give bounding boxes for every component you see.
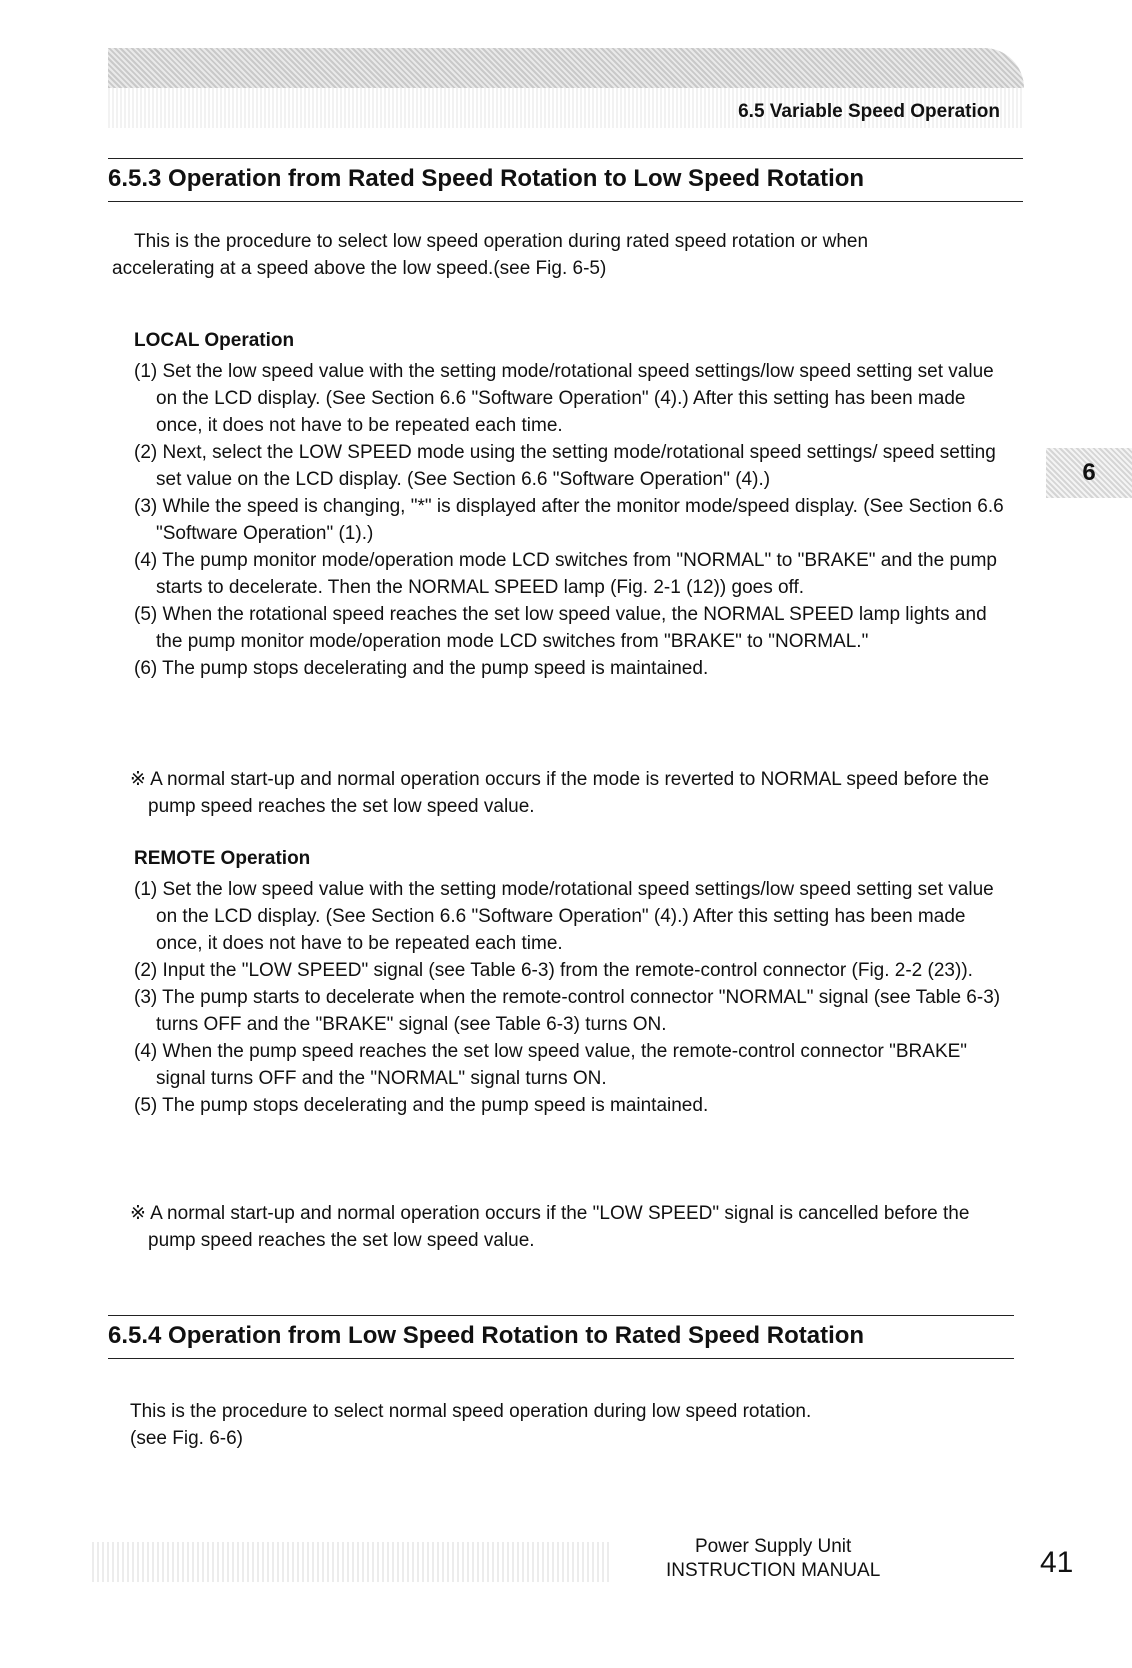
section-653-intro-line-2: accelerating at a speed above the low speed.(see Fig. 6-5)	[112, 258, 607, 279]
remote-operation-steps	[134, 876, 1004, 1119]
local-operation-steps	[134, 358, 1004, 682]
footer-line-1: Power Supply Unit	[695, 1536, 852, 1557]
section-654-intro-line-1: This is the procedure to select normal speed operation during low speed rotation.	[130, 1401, 812, 1422]
footer-manual-title	[666, 1535, 880, 1583]
remote-step-2: (2) Input the "LOW SPEED" signal (see Table 6-3) from the remote-control connector (Fig. 2-2 (23)).	[134, 960, 973, 981]
remote-operation-note: ※ A normal start-up and normal operation occurs if the "LOW SPEED" signal is cancelled before the pump speed reaches the set low speed value.	[130, 1203, 970, 1251]
remote-step-1: (1) Set the low speed value with the setting mode/rotational speed settings/low speed setting set value on the LCD display. (See Section 6.6 "Software Operation" (4).) After this setting has been made once, it does not have to be repeated each time.	[134, 879, 994, 954]
section-654-title: 6.5.4 Operation from Low Speed Rotation to Rated Speed Rotation	[108, 1315, 1014, 1359]
remote-operation-heading: REMOTE Operation	[134, 848, 311, 869]
local-step-6: (6) The pump stops decelerating and the pump speed is maintained.	[134, 658, 709, 679]
local-step-4: (4) The pump monitor mode/operation mode LCD switches from "NORMAL" to "BRAKE" and the pump starts to decelerate. Then the NORMAL SPEED lamp (Fig. 2-1 (12)) goes off.	[134, 550, 997, 598]
footer-decoration-band	[92, 1542, 612, 1582]
section-654-intro-line-2: (see Fig. 6-6)	[130, 1428, 243, 1449]
local-step-3: (3) While the speed is changing, "*" is displayed after the monitor mode/speed display. (See Section 6.6 "Software Operation" (1).)	[134, 496, 1004, 544]
running-header: 6.5 Variable Speed Operation	[738, 101, 1000, 122]
remote-step-4: (4) When the pump speed reaches the set low speed value, the remote-control connector "BRAKE" signal turns OFF and the "NORMAL" signal turns ON.	[134, 1041, 968, 1089]
remote-step-5: (5) The pump stops decelerating and the pump speed is maintained.	[134, 1095, 709, 1116]
section-653-title: 6.5.3 Operation from Rated Speed Rotation to Low Speed Rotation	[108, 158, 1023, 202]
local-step-2: (2) Next, select the LOW SPEED mode using the setting mode/rotational speed settings/ speed setting set value on the LCD display. (See Section 6.6 "Software Operation" (4).)	[134, 442, 996, 490]
remote-step-3: (3) The pump starts to decelerate when the remote-control connector "NORMAL" signal (see Table 6-3) turns OFF and the "BRAKE" signal (see Table 6-3) turns ON.	[134, 987, 1001, 1035]
page-number: 41	[1040, 1546, 1074, 1579]
local-step-1: (1) Set the low speed value with the setting mode/rotational speed settings/low speed setting set value on the LCD display. (See Section 6.6 "Software Operation" (4).) After this setting has been made once, it does not have to be repeated each time.	[134, 361, 994, 436]
section-653-intro-line-1: This is the procedure to select low speed operation during rated speed rotation or when	[134, 231, 869, 252]
chapter-tab: 6	[1046, 448, 1132, 498]
local-step-5: (5) When the rotational speed reaches the set low speed value, the NORMAL SPEED lamp lights and the pump monitor mode/operation mode LCD switches from "BRAKE" to "NORMAL."	[134, 604, 987, 652]
header-decoration-band	[108, 48, 1024, 88]
local-operation-heading: LOCAL Operation	[134, 330, 295, 351]
footer-line-2: INSTRUCTION MANUAL	[666, 1560, 881, 1581]
local-operation-note: ※ A normal start-up and normal operation occurs if the mode is reverted to NORMAL speed before the pump speed reaches the set low speed value.	[130, 769, 990, 817]
